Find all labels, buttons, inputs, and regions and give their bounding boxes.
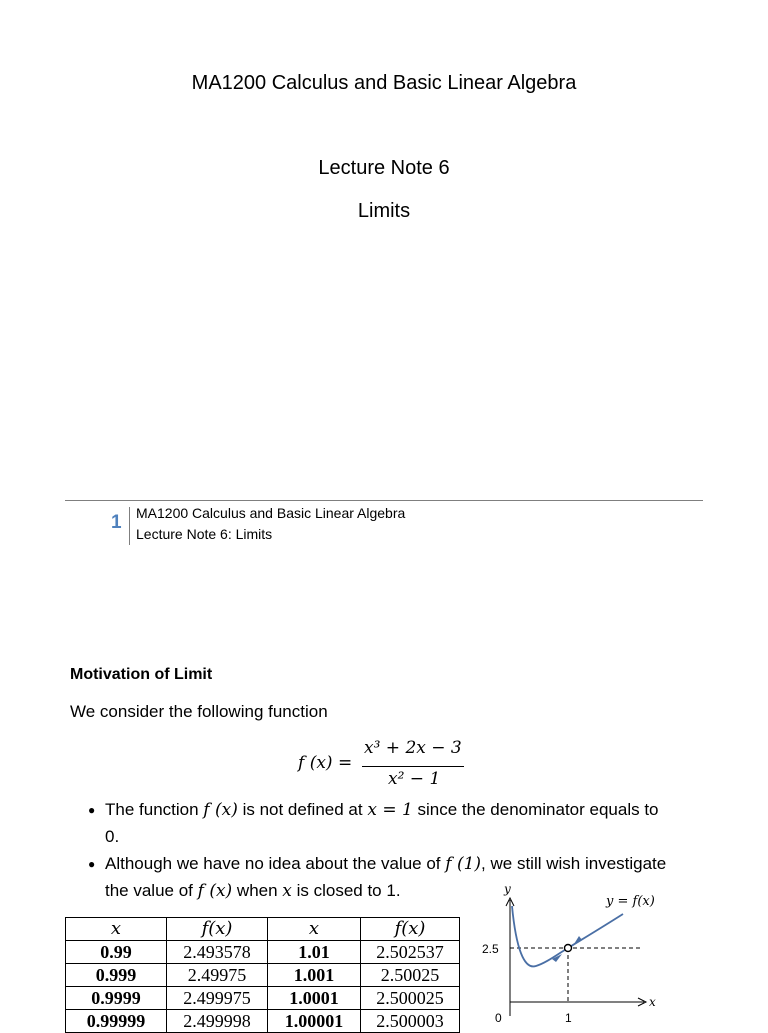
values-table [65,917,460,1033]
page-divider [65,500,703,501]
table-cell: 2.493578 [167,941,268,964]
header-separator [129,507,130,545]
bullet-1-line-2: 0. [105,827,120,846]
table-cell: 2.499998 [167,1010,268,1033]
table-cell: 2.49975 [167,964,268,987]
header-lecture: Lecture Note 6: Limits [136,526,273,542]
bullet-icon: ● [88,803,96,817]
hole-marker [565,945,572,952]
course-title: MA1200 Calculus and Basic Linear Algebra [191,72,577,94]
table-cell: 1.0001 [268,987,361,1010]
table-header-row [66,918,460,941]
header-fx: f(x) [361,918,460,941]
x-axis-label: x [649,995,656,1009]
table-cell: 2.499975 [167,987,268,1010]
table-cell: 2.500025 [361,987,460,1010]
header-x: x [66,918,167,941]
formula-lhs: f (x) = [298,753,353,773]
table-cell: 2.500003 [361,1010,460,1033]
table-cell: 2.502537 [361,941,460,964]
section-heading: Motivation of Limit [70,666,213,683]
page-number: 1 [111,512,122,533]
limit-graph [476,878,676,1024]
table-row [66,1010,460,1033]
header-fx: f(x) [167,918,268,941]
x-tick-label: 1 [565,1011,572,1024]
table-row [66,941,460,964]
header-course: MA1200 Calculus and Basic Linear Algebra [136,505,406,521]
lecture-title: Lecture Note 6 [318,157,450,179]
y-tick-label: 2.5 [482,942,499,956]
table-cell: 0.9999 [66,987,167,1010]
table-cell: 1.001 [268,964,361,987]
bullet-2-line-1: Although we have no idea about the value of f (1), we still wish investigate [105,854,667,874]
curve-label: y = f(x) [606,894,655,909]
bullet-1-line-1: The function f (x) is not defined at x = 1 since the denominator equals to [105,800,659,820]
bullet-icon: ● [88,857,96,871]
table-cell: 0.999 [66,964,167,987]
formula-numerator: x³ + 2x − 3 [364,738,462,758]
fraction-bar [362,766,464,767]
topic-title: Limits [357,200,411,222]
bullet-2-line-2: the value of f (x) when x is closed to 1. [105,881,401,901]
intro-text: We consider the following function [70,702,328,721]
table-cell: 1.00001 [268,1010,361,1033]
table-cell: 0.99 [66,941,167,964]
table-cell: 0.99999 [66,1010,167,1033]
table-row [66,987,460,1010]
x-tick-label: 0 [495,1011,502,1024]
table-row [66,964,460,987]
table-cell: 2.50025 [361,964,460,987]
header-x: x [268,918,361,941]
y-axis-label: y [504,882,511,896]
table-cell: 1.01 [268,941,361,964]
formula-denominator: x² − 1 [388,769,441,789]
